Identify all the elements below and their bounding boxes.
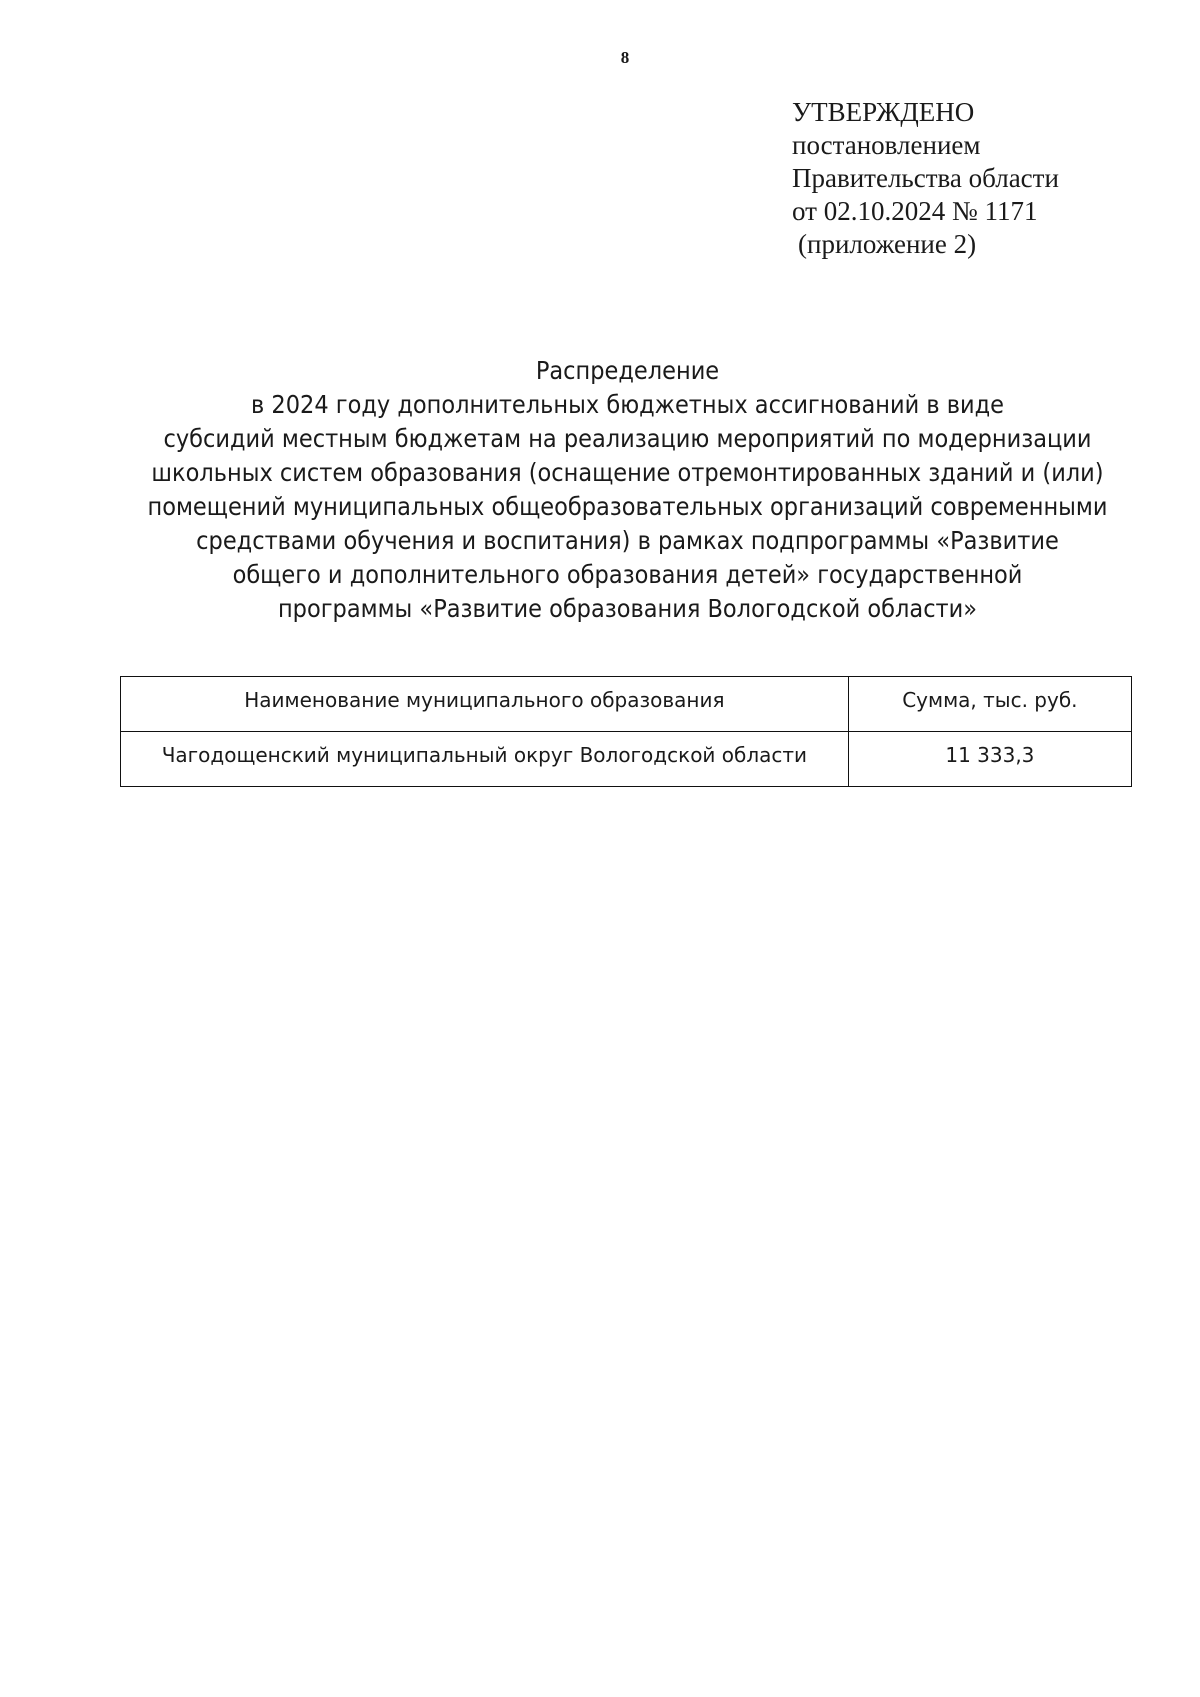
title-line: Распределение	[535, 356, 720, 385]
approval-line-date-number: от 02.10.2024 № 1171	[792, 196, 1038, 226]
page-number: 8	[620, 48, 630, 67]
distribution-table	[120, 676, 1132, 787]
table-row	[121, 732, 1132, 787]
cell-municipality: Чагодощенский муниципальный округ Вологодской области	[121, 732, 849, 787]
approval-line-appendix: (приложение 2)	[798, 229, 977, 259]
approval-line-government: Правительства области	[792, 163, 1059, 193]
title-line: программы «Развитие образования Вологодской области»	[277, 594, 978, 623]
approval-heading: УТВЕРЖДЕНО	[792, 97, 975, 127]
title-line: помещений муниципальных общеобразовательных организаций современными	[147, 492, 1108, 521]
title-line: общего и дополнительного образования детей» государственной	[232, 560, 1023, 589]
column-header-municipality: Наименование муниципального образования	[121, 677, 849, 732]
title-line: субсидий местным бюджетам на реализацию мероприятий по модернизации	[163, 424, 1092, 453]
title-line: средствами обучения и воспитания) в рамках подпрограммы «Развитие	[196, 526, 1059, 555]
column-header-sum: Сумма, тыс. руб.	[848, 677, 1131, 732]
approval-line-resolution: постановлением	[792, 130, 981, 160]
table-header-row	[121, 677, 1132, 732]
approval-stamp-block	[792, 96, 1059, 261]
document-title	[100, 354, 1155, 626]
title-line: в 2024 году дополнительных бюджетных ассигнований в виде	[251, 390, 1004, 419]
cell-sum: 11 333,3	[848, 732, 1131, 787]
title-line: школьных систем образования (оснащение отремонтированных зданий и (или)	[151, 458, 1104, 487]
